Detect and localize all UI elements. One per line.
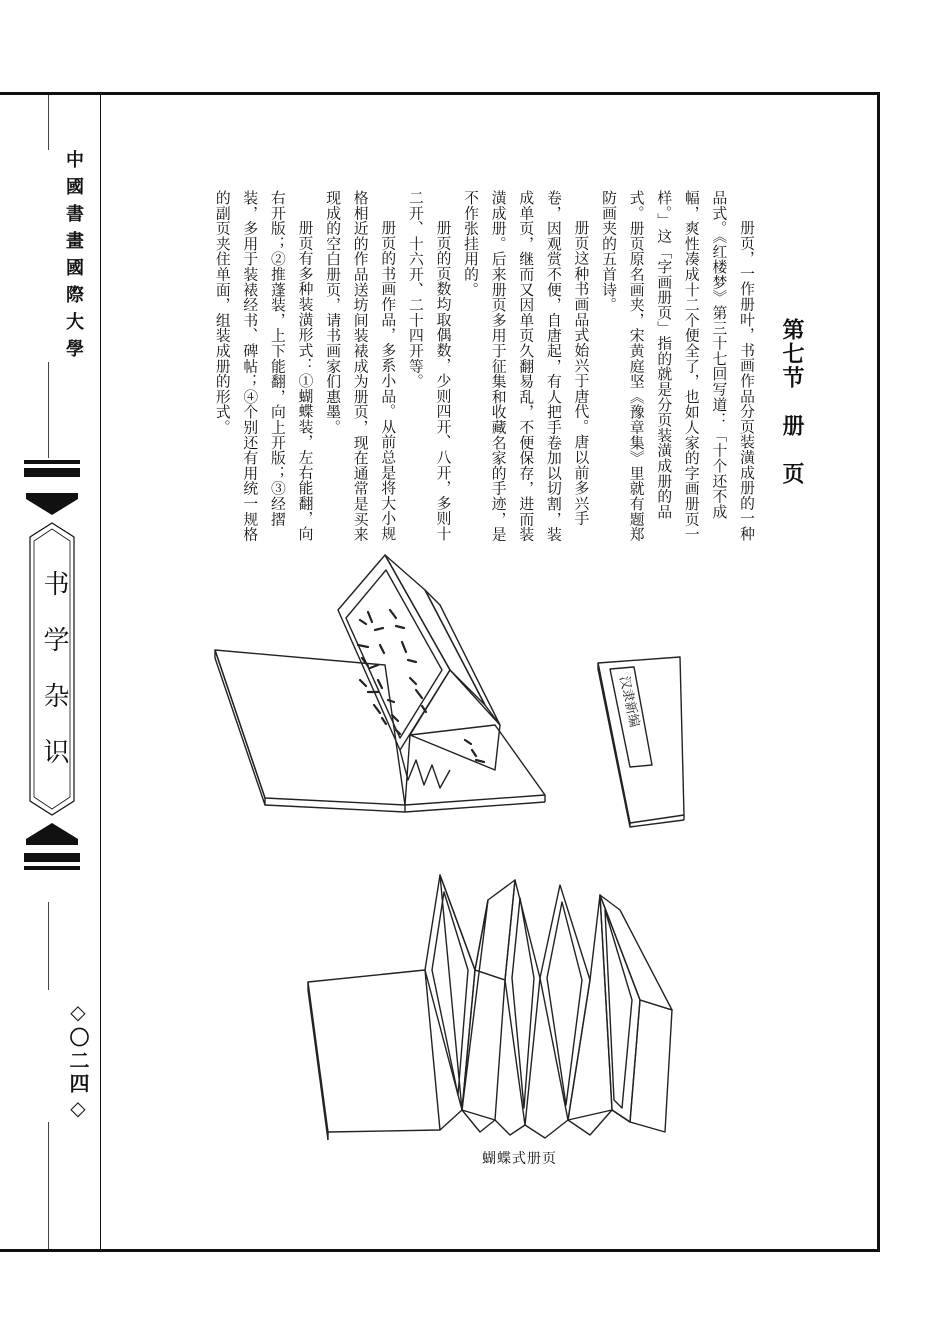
cover-calligraphy: 汉隶新编 xyxy=(616,674,642,729)
sidebar-rule-top xyxy=(48,95,49,150)
paragraph: 册页有多种装潢形式：①蝴蝶装，左右能翻，向右开版；②推蓬装，上下能翻，向上开版；③经摺装，多用于装裱经书、碑帖；④个别还有用统一规格的副页夹住单面，组装成册的形式。 xyxy=(213,190,314,542)
banner-top-bar xyxy=(24,460,80,464)
book-title: 书学杂识 xyxy=(39,570,69,794)
body-text xyxy=(140,190,760,548)
sidebar-rule-mid-upper xyxy=(48,362,49,458)
banner-bottom-thick xyxy=(24,853,80,862)
school-name: 中國書畫國際大學 xyxy=(63,150,84,366)
illustration-caption: 蝴蝶式册页 xyxy=(482,1151,557,1167)
paragraph: 册页，一作册叶，书画作品分页装潢成册的一种品式。《红楼梦》第三十七回写道：「十个还不成幅，爽性凑成十二个便全了，也如人家的字画册页一样。」这「字画册页」指的就是分页装潢成册的品式。册页原名画夹，宋黄庭坚《豫章集》里就有题郑防画夹的五首诗。 xyxy=(600,190,755,542)
section-title: 第七节 册 页 xyxy=(779,318,804,486)
banner-top-thick xyxy=(24,468,80,477)
paragraph: 册页的页数均取偶数，少则四开、八开，多则十二开、十六开、二十四开等。 xyxy=(406,190,452,541)
page-number: ◇〇二四◇ xyxy=(66,1000,90,1123)
sidebar-rule-bottom xyxy=(48,1122,49,1249)
closed-album-illustration xyxy=(590,655,690,830)
folding-album-illustration xyxy=(300,870,690,1140)
banner-bottom-bar xyxy=(24,866,80,870)
paragraph: 册页的书画作品，多系小品。从前总是将大小规格相近的作品送坊间装裱成为册页，现在通常是买来现成的空白册页，请书画家们惠墨。 xyxy=(324,190,397,542)
sidebar-divider xyxy=(100,95,101,1249)
paragraph: 册页这种书画品式始兴于唐代。唐以前多兴手卷，因观赏不便，自唐起，有人把手卷加以切割，装成单页，继而又因单页久翻易乱，不便保存，进而装潢成册。后来册页多用于征集和收藏名家的手迹，是不作张挂用的。 xyxy=(462,190,590,542)
sidebar-rule-mid-lower xyxy=(48,902,49,990)
open-album-illustration xyxy=(210,550,555,820)
